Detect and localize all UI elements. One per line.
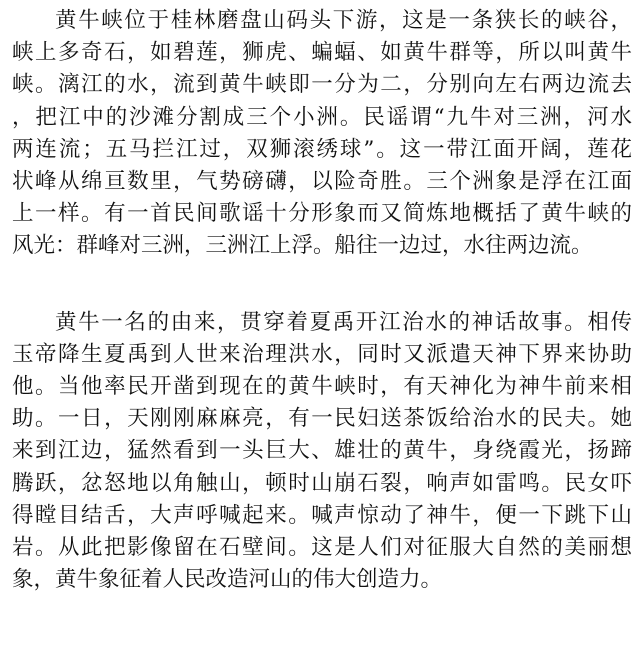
paragraph-line: 风光：群峰对三洲，三洲江上浮。船往一边过，水往两边流。 <box>12 233 593 259</box>
paragraph-line: 峡上多奇石，如碧莲，狮虎、蝙蝠、如黄牛群等，所以叫黄牛 <box>12 40 632 66</box>
paragraph-name-origin-legend <box>12 307 632 597</box>
paragraph-line: ，把江中的沙滩分割成三个小洲。民谣谓“九牛对三洲，河水 <box>12 104 632 130</box>
paragraph-line: 岩。从此把影像留在石壁间。这是人们对征服大自然的美丽想 <box>12 535 632 561</box>
paragraph-line: 来到江边，猛然看到一头巨大、雄壮的黄牛，身绕霞光，扬蹄 <box>12 438 632 464</box>
paragraph-line: 助。一日，天刚刚麻麻亮，有一民妇送茶饭给治水的民夫。她 <box>12 406 632 432</box>
paragraph-line: 黄牛峡位于桂林磨盘山码头下游，这是一条狭长的峡谷， <box>55 8 632 33</box>
paragraph-line: 黄牛一名的由来，贯穿着夏禹开江治水的神话故事。相传 <box>55 309 632 335</box>
paragraph-line: 他。当他率民开凿到现在的黄牛峡时，有天神化为神牛前来相 <box>12 374 632 400</box>
paragraph-line: 状峰从绵亘数里，气势磅礴，以险奇胜。三个洲象是浮在江面 <box>12 169 632 195</box>
paragraph-huangniu-gorge-location <box>12 5 632 263</box>
paragraph-line: 玉帝降生夏禹到人世来治理洪水，同时又派遣天神下界来协助 <box>12 341 632 367</box>
paragraph-line: 得瞠目结舌，大声呼喊起来。喊声惊动了神牛，便一下跳下山 <box>12 502 632 528</box>
paragraph-spacer <box>12 263 632 307</box>
paragraph-line: 象，黄牛象征着人民改造河山的伟大创造力。 <box>12 567 443 593</box>
paragraph-line: 两连流；五马拦江过，双狮滚绣球”。这一带江面开阔，莲花 <box>12 136 632 162</box>
paragraph-line: 腾跃，忿怒地以角触山，顿时山崩石裂，响声如雷鸣。民女吓 <box>12 470 632 496</box>
document-body <box>12 5 632 596</box>
paragraph-line: 峡。漓江的水，流到黄牛峡即一分为二，分别向左右两边流去 <box>12 72 632 98</box>
paragraph-line: 上一样。有一首民间歌谣十分形象而又简炼地概括了黄牛峡的 <box>12 201 632 227</box>
